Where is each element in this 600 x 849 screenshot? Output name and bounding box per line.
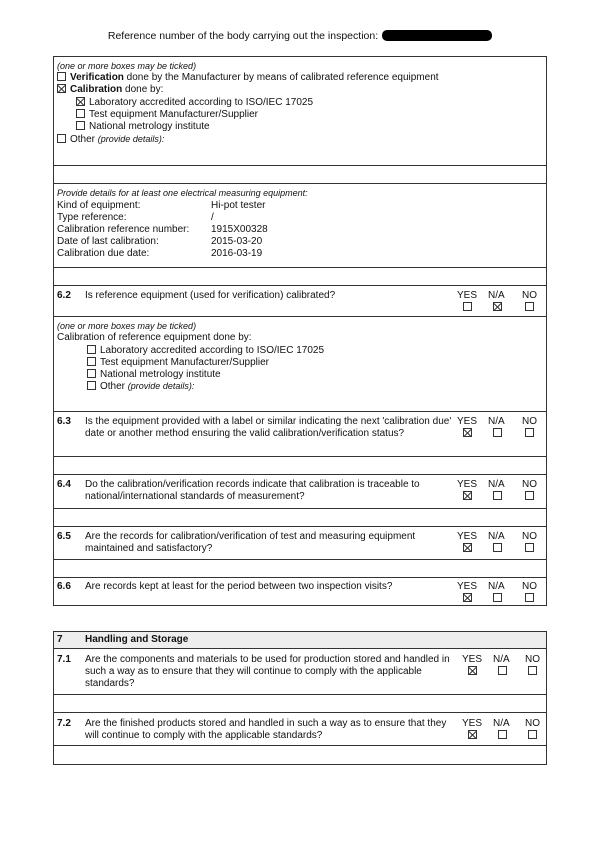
na-label: N/A <box>488 479 505 490</box>
equipment-note: Provide details for at least one electrical measuring equipment: <box>57 188 308 198</box>
yes-checkbox[interactable] <box>463 302 472 311</box>
ref-lab-checkbox[interactable] <box>87 345 96 354</box>
equip-value: 2015-03-20 <box>211 236 263 247</box>
sub-option-label: Laboratory accredited according to ISO/IEC 17025 <box>89 97 314 108</box>
verification-option <box>57 72 439 83</box>
box2-option-lab <box>87 345 324 356</box>
na-checkbox[interactable] <box>493 593 502 602</box>
no-checkbox[interactable] <box>525 428 534 437</box>
verification-checkbox[interactable] <box>57 72 66 81</box>
section-7-header <box>54 632 546 649</box>
yes-label: YES <box>457 416 478 427</box>
yes-checkbox[interactable] <box>468 666 477 675</box>
inspection-reference-header <box>0 30 600 42</box>
question-text: Is reference equipment (used for verification) calibrated? <box>85 290 336 301</box>
checklist-section-7 <box>53 631 547 765</box>
equip-label: Kind of equipment: <box>57 200 141 211</box>
yes-checkbox[interactable] <box>463 491 472 500</box>
sub-option-label: Test equipment Manufacturer/Supplier <box>89 109 258 120</box>
equip-value: / <box>211 212 214 223</box>
divider <box>54 267 546 268</box>
no-checkbox[interactable] <box>525 302 534 311</box>
nmi-checkbox[interactable] <box>76 121 85 130</box>
divider <box>54 165 546 166</box>
ref-supplier-checkbox[interactable] <box>87 357 96 366</box>
sub-option-lab <box>76 97 313 108</box>
yes-label: YES <box>457 479 478 490</box>
calibration-option <box>57 84 163 95</box>
yes-checkbox[interactable] <box>463 428 472 437</box>
no-checkbox[interactable] <box>525 491 534 500</box>
yes-label: YES <box>462 718 483 729</box>
no-checkbox[interactable] <box>525 543 534 552</box>
other-label: Other <box>70 134 96 145</box>
sub-option-nmi <box>76 121 210 132</box>
no-checkbox[interactable] <box>528 666 537 675</box>
question-number: 6.5 <box>57 531 71 542</box>
other-option <box>57 134 164 145</box>
equip-value: Hi-pot tester <box>211 200 266 211</box>
section-number: 7 <box>57 634 63 645</box>
sub-option-label: National metrology institute <box>100 369 221 380</box>
na-checkbox[interactable] <box>498 666 507 675</box>
na-label: N/A <box>493 654 510 665</box>
box2-title: Calibration of reference equipment done by: <box>57 332 252 343</box>
lab-accredited-checkbox[interactable] <box>76 97 85 106</box>
equip-label: Type reference: <box>57 212 127 223</box>
other-note: (provide details): <box>97 134 165 144</box>
no-checkbox[interactable] <box>525 593 534 602</box>
yes-label: YES <box>457 290 478 301</box>
divider <box>54 316 546 317</box>
question-text: Are the records for calibration/verification of test and measuring equipment maintained and satisfactory? <box>85 531 416 554</box>
divider <box>54 411 546 412</box>
equip-label: Calibration reference number: <box>57 224 190 235</box>
verification-label: done by the Manufacturer by means of calibrated reference equipment <box>123 72 439 83</box>
no-label: NO <box>525 718 540 729</box>
supplier-checkbox[interactable] <box>76 109 85 118</box>
calibration-label-bold: Calibration <box>70 84 123 95</box>
sub-option-label: Test equipment Manufacturer/Supplier <box>100 357 269 368</box>
question-text: Are the components and materials to be used for production stored and handled in such a way as to ensure that they will continue to comply with the applicable standards? <box>85 654 450 689</box>
yes-checkbox[interactable] <box>468 730 477 739</box>
no-label: NO <box>522 290 537 301</box>
box2-note: (one or more boxes may be ticked) <box>57 321 197 331</box>
yes-label: YES <box>462 654 483 665</box>
yes-checkbox[interactable] <box>463 593 472 602</box>
box2-option-supplier <box>87 357 269 368</box>
no-label: NO <box>522 479 537 490</box>
equip-row-kind <box>57 200 140 211</box>
calibration-checkbox[interactable] <box>57 84 66 93</box>
sub-option-label: National metrology institute <box>89 121 210 132</box>
divider <box>54 456 546 457</box>
divider <box>54 508 546 509</box>
question-text: Are records kept at least for the period between two inspection visits? <box>85 581 393 592</box>
sub-option-label: Laboratory accredited according to ISO/IEC 17025 <box>100 345 325 356</box>
yes-label: YES <box>457 531 478 542</box>
na-label: N/A <box>488 531 505 542</box>
box2-option-other <box>87 381 194 392</box>
na-checkbox[interactable] <box>493 302 502 311</box>
divider <box>54 694 546 695</box>
question-text: Do the calibration/verification records indicate that calibration is traceable to national/international standards of measurement? <box>85 479 420 502</box>
equip-label: Date of last calibration: <box>57 236 159 247</box>
question-number: 6.2 <box>57 290 71 301</box>
question-number: 6.6 <box>57 581 71 592</box>
question-number: 7.1 <box>57 654 71 665</box>
no-label: NO <box>525 654 540 665</box>
divider <box>54 526 546 527</box>
calibration-label: done by: <box>122 84 164 95</box>
equip-value: 1915X00328 <box>211 224 268 235</box>
no-label: NO <box>522 531 537 542</box>
equip-label: Calibration due date: <box>57 248 150 259</box>
redacted-reference-number <box>382 30 492 41</box>
divider <box>54 745 546 746</box>
question-number: 6.4 <box>57 479 71 490</box>
na-checkbox[interactable] <box>493 543 502 552</box>
na-label: N/A <box>488 290 505 301</box>
section-title: Handling and Storage <box>85 634 189 645</box>
divider <box>54 559 546 560</box>
ref-other-checkbox[interactable] <box>87 381 96 390</box>
question-number: 7.2 <box>57 718 71 729</box>
divider <box>54 285 546 286</box>
question-text: Is the equipment provided with a label or similar indicating the next 'calibration due' date or another method ensuring the valid calibration/verification status? <box>85 416 452 439</box>
na-checkbox[interactable] <box>498 730 507 739</box>
sub-option-label: Other <box>100 381 126 392</box>
other-note: (provide details): <box>127 381 195 391</box>
checklist-section-6 <box>53 56 547 606</box>
na-label: N/A <box>488 416 505 427</box>
box2-option-nmi <box>87 369 221 380</box>
divider <box>54 577 546 578</box>
verification-label-bold: Verification <box>70 72 124 83</box>
yes-checkbox[interactable] <box>463 543 472 552</box>
question-number: 6.3 <box>57 416 71 427</box>
no-checkbox[interactable] <box>528 730 537 739</box>
yes-label: YES <box>457 581 478 592</box>
no-label: NO <box>522 416 537 427</box>
na-checkbox[interactable] <box>493 428 502 437</box>
na-label: N/A <box>488 581 505 592</box>
header-label: Reference number of the body carrying out the inspection: <box>107 30 379 42</box>
na-checkbox[interactable] <box>493 491 502 500</box>
divider <box>54 183 546 184</box>
question-text: Are the finished products stored and handled in such a way as to ensure that they will continue to comply with the applicable standards? <box>85 718 447 741</box>
box1-note: (one or more boxes may be ticked) <box>57 61 197 71</box>
other-checkbox[interactable] <box>57 134 66 143</box>
sub-option-supplier <box>76 109 258 120</box>
equip-value: 2016-03-19 <box>211 248 263 259</box>
divider <box>54 712 546 713</box>
no-label: NO <box>522 581 537 592</box>
na-label: N/A <box>493 718 510 729</box>
ref-nmi-checkbox[interactable] <box>87 369 96 378</box>
divider <box>54 474 546 475</box>
